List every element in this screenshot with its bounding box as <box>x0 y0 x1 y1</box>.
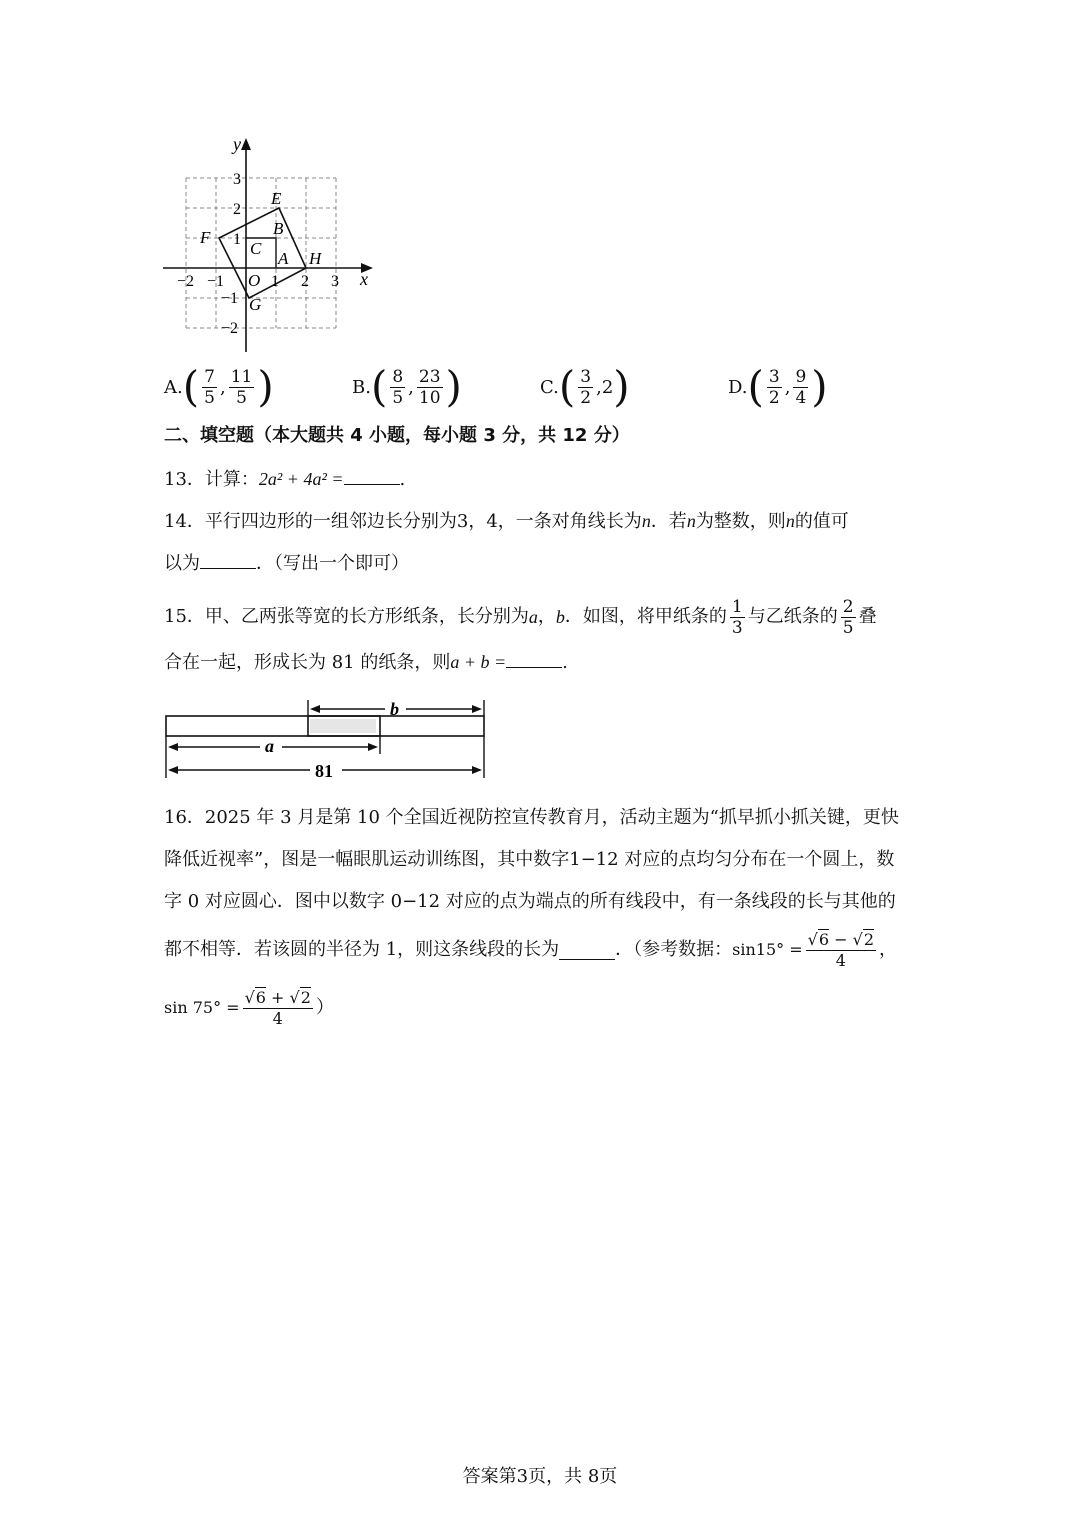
question-15-line2: 合在一起，形成长为 81 的纸条，则a + b = . <box>164 649 568 676</box>
fraction: $\frac{1}{3}$ <box>731 596 743 638</box>
y-tick: 1 <box>233 231 241 248</box>
point-e: E <box>271 189 282 208</box>
question-15-line1: 15．甲、乙两张等宽的长方形纸条，长分别为 a ， b ．如图，将甲纸条的 $\frac{1}{3}$ 与乙纸条的 $\frac{2}{5}$ 叠 <box>164 596 877 638</box>
x-axis-label: x <box>360 269 368 289</box>
question-14-line2: 以为 ．（写出一个即可） <box>164 550 409 577</box>
y-axis-label: y <box>233 134 241 154</box>
x-tick: 2 <box>301 273 309 290</box>
y-tick: 3 <box>233 171 241 188</box>
answer-blank[interactable] <box>559 941 615 960</box>
y-tick: −1 <box>221 290 239 307</box>
question-16-line3: 字 0 对应圆心．图中以数字 0−12 对应的点为端点的所有线段中，有一条线段的长与其他的 <box>164 891 896 912</box>
fraction: $\frac{2}{5}$ <box>842 596 854 638</box>
origin-label: O <box>248 271 261 290</box>
answer-blank[interactable] <box>344 466 400 485</box>
paper-strip-figure <box>160 692 495 784</box>
fraction: $\frac{√6 - √2}{4}$ <box>807 929 875 970</box>
point-a: A <box>278 249 289 268</box>
quadrilateral-efgh <box>219 208 306 298</box>
y-tick: 2 <box>233 201 241 218</box>
fraction: $\frac{9}{4}$ <box>795 366 807 408</box>
point-b: B <box>273 219 284 238</box>
page-footer: 答案第3页，共 8页 <box>462 1466 618 1487</box>
x-tick: 3 <box>331 273 339 290</box>
label-a: a <box>265 736 274 756</box>
point-h: H <box>309 249 322 268</box>
point-c: C <box>250 239 262 258</box>
label-b: b <box>390 699 399 719</box>
question-16-line2: 降低近视率”，图是一幅眼肌运动训练图，其中数字1−12 对应的点均匀分布在一个圆上，数 <box>164 849 895 870</box>
fraction: $\frac{23}{10}$ <box>418 366 441 408</box>
fraction: $\frac{11}{5}$ <box>230 366 253 408</box>
overlap-shading <box>310 719 376 733</box>
question-16-line1: 16．2025 年 3 月是第 10 个全国近视防控宣传教育月，活动主题为“抓早抓小抓关键，更快 <box>164 807 899 828</box>
x-tick: −2 <box>177 273 195 290</box>
option-c[interactable]: C. ( $\frac{3}{2}$ , 2 ) <box>540 362 630 411</box>
y-axis-arrow <box>241 138 251 150</box>
question-13: 13．计算：2a² + 4a² = . <box>164 466 405 493</box>
y-tick: −2 <box>221 320 239 337</box>
label-81: 81 <box>315 761 333 781</box>
fraction: $\frac{3}{2}$ <box>768 366 780 408</box>
question-16-line5: sin 75° = $\frac{√6 + √2}{4}$ ） <box>164 987 334 1028</box>
question-14-line1: 14．平行四边形的一组邻边长分别为3，4，一条对角线长为n．若n为整数，则n的值可 <box>164 511 849 532</box>
fraction: $\frac{8}{5}$ <box>392 366 404 408</box>
answer-blank[interactable] <box>506 649 562 668</box>
coordinate-figure <box>155 130 385 360</box>
point-g: G <box>249 295 262 314</box>
question-16-line4: 都不相等．若该圆的半径为 1，则这条线段的长为 ．（参考数据： sin15° = $\frac{√6 - √2}{4}$ ， <box>164 929 898 970</box>
x-tick: 1 <box>271 273 279 290</box>
option-b[interactable]: B. ( $\frac{8}{5}$ , $\frac{23}{10}$ ) <box>352 362 462 411</box>
fraction: $\frac{3}{2}$ <box>580 366 592 408</box>
section-heading: 二、填空题（本大题共 4 小题，每小题 3 分，共 12 分） <box>164 425 630 446</box>
option-d[interactable]: D. ( $\frac{3}{2}$ , $\frac{9}{4}$ ) <box>728 362 828 411</box>
x-tick: −1 <box>207 273 225 290</box>
answer-blank[interactable] <box>200 550 256 569</box>
fraction: $\frac{7}{5}$ <box>204 366 215 408</box>
option-a[interactable]: A. ( $\frac{7}{5}$ , $\frac{11}{5}$ ) <box>164 362 274 411</box>
fraction: $\frac{√6 + √2}{4}$ <box>244 987 311 1028</box>
point-f: F <box>200 228 211 247</box>
